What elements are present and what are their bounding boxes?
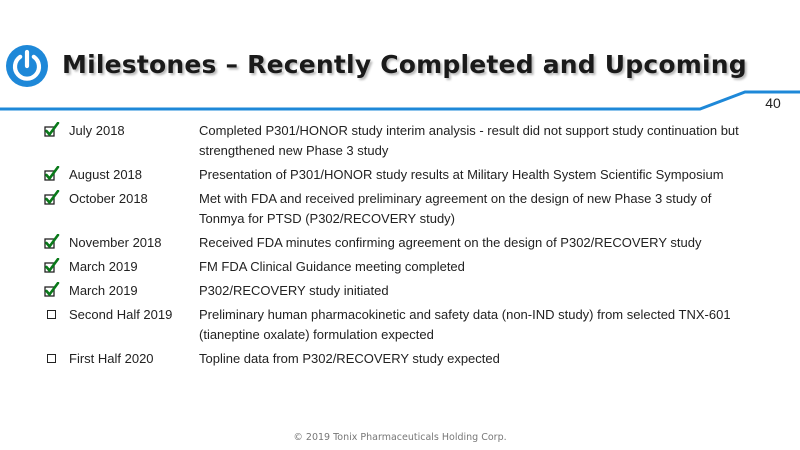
milestone-date: July 2018 bbox=[69, 123, 125, 138]
milestone-date: March 2019 bbox=[69, 283, 138, 298]
milestone-row bbox=[44, 189, 784, 229]
milestone-row bbox=[44, 121, 784, 161]
milestone-row bbox=[44, 165, 784, 185]
empty-checkbox-icon bbox=[47, 354, 56, 363]
milestone-row bbox=[44, 305, 784, 345]
checkmark-icon bbox=[44, 166, 60, 182]
checkmark-icon bbox=[44, 282, 60, 298]
empty-checkbox-icon bbox=[47, 310, 56, 319]
checkmark-icon bbox=[44, 122, 60, 138]
checkmark-icon bbox=[44, 258, 60, 274]
milestone-date: August 2018 bbox=[69, 167, 143, 182]
page-title: Milestones – Recently Completed and Upcoming bbox=[62, 50, 747, 79]
milestone-row bbox=[44, 349, 784, 369]
milestone-list bbox=[44, 121, 784, 373]
checkmark-icon bbox=[44, 190, 60, 206]
milestone-description: Completed P301/HONOR study interim analysis - result did not support study continuation but strengthened new Phase 3 study bbox=[199, 123, 739, 158]
milestone-row bbox=[44, 257, 784, 277]
milestone-description: P302/RECOVERY study initiated bbox=[199, 283, 389, 298]
milestone-date: First Half 2020 bbox=[69, 351, 154, 366]
copyright-footer: © 2019 Tonix Pharmaceuticals Holding Corp. bbox=[293, 432, 507, 443]
milestone-date: November 2018 bbox=[69, 235, 162, 250]
milestone-description: FM FDA Clinical Guidance meeting completed bbox=[199, 259, 465, 274]
milestone-description: Topline data from P302/RECOVERY study expected bbox=[199, 351, 500, 366]
milestone-description: Presentation of P301/HONOR study results at Military Health System Scientific Symposium bbox=[199, 167, 724, 182]
milestone-description: Met with FDA and received preliminary agreement on the design of new Phase 3 study of Tonmya for PTSD (P302/RECOVERY study) bbox=[199, 191, 712, 226]
milestone-row bbox=[44, 233, 784, 253]
milestone-date: Second Half 2019 bbox=[69, 307, 173, 322]
milestone-description: Received FDA minutes confirming agreement on the design of P302/RECOVERY study bbox=[199, 235, 702, 250]
page-number: 40 bbox=[765, 95, 781, 111]
milestone-date: October 2018 bbox=[69, 191, 148, 206]
milestone-description: Preliminary human pharmacokinetic and safety data (non-IND study) from selected TNX-601 (tianeptine oxalate) formulation expected bbox=[199, 307, 731, 342]
header-divider-line bbox=[0, 80, 800, 120]
milestone-row bbox=[44, 281, 784, 301]
milestone-date: March 2019 bbox=[69, 259, 138, 274]
checkmark-icon bbox=[44, 234, 60, 250]
